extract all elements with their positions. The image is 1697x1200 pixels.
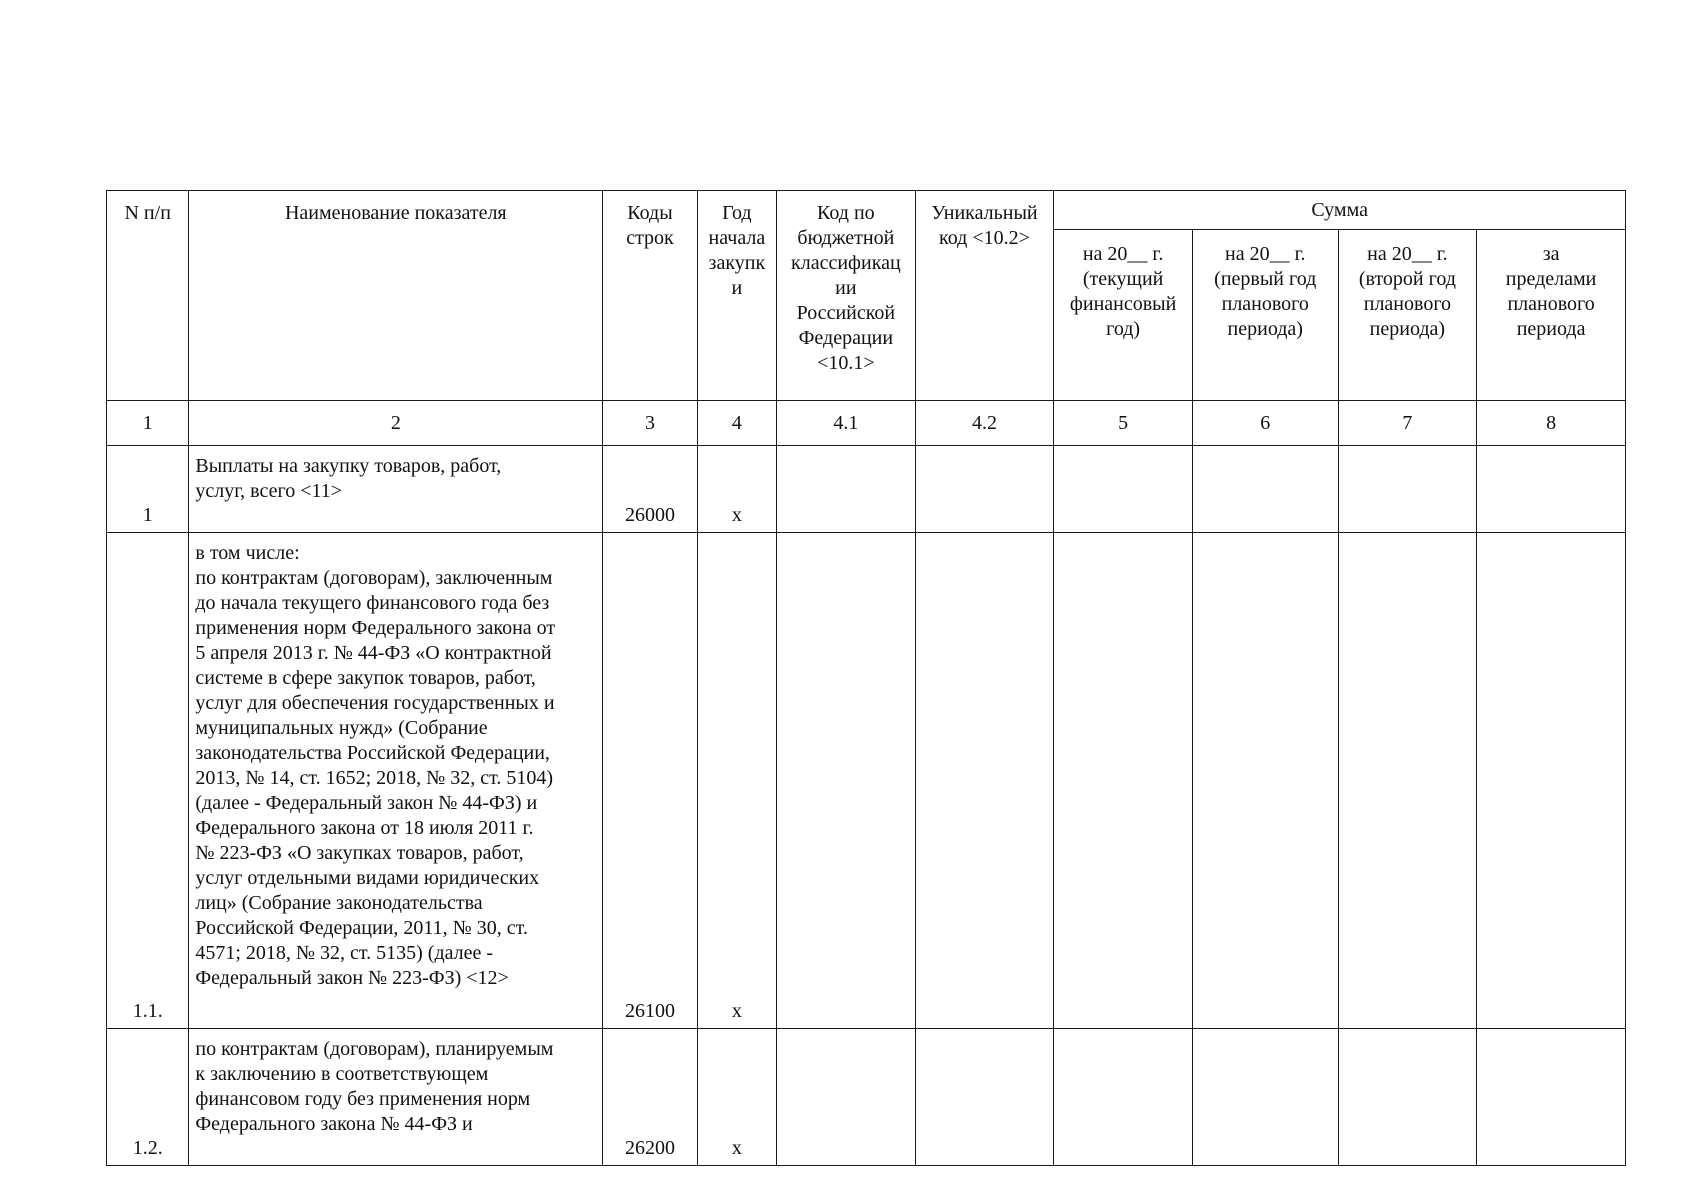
header-sum-second-plan-year: на 20__ г. (второй год планового периода)	[1338, 230, 1477, 401]
column-number: 1	[107, 401, 189, 446]
empty-cell	[1477, 533, 1626, 1029]
empty-cell	[1192, 533, 1338, 1029]
column-number: 2	[189, 401, 603, 446]
header-sum-first-plan-year: на 20__ г. (первый год планового периода)	[1192, 230, 1338, 401]
empty-cell	[1054, 446, 1193, 533]
empty-cell	[915, 1029, 1054, 1166]
header-codes: Коды строк	[603, 191, 697, 401]
header-budget-code: Код по бюджетной классификац ии Российской Федерации <10.1>	[777, 191, 916, 401]
header-sum: Сумма	[1054, 191, 1626, 230]
row-name: по контрактам (договорам), планируемым к заключению в соответствующем финансовом году без применения норм Федерального закона № 44-ФЗ и	[189, 1029, 603, 1166]
header-year: Год начала закупк и	[697, 191, 776, 401]
header-unique-code: Уникальный код <10.2>	[915, 191, 1054, 401]
row-year: x	[697, 1029, 776, 1166]
column-number: 5	[1054, 401, 1193, 446]
header-sum-beyond-plan: за пределами планового периода	[1477, 230, 1626, 401]
table-row	[107, 446, 1626, 533]
empty-cell	[1054, 1029, 1193, 1166]
budget-table	[106, 190, 1626, 1166]
table-row	[107, 533, 1626, 1029]
row-number: 1.2.	[107, 1029, 189, 1166]
empty-cell	[1338, 533, 1477, 1029]
header-name: Наименование показателя	[189, 191, 603, 401]
row-code: 26200	[603, 1029, 697, 1166]
empty-cell	[777, 1029, 916, 1166]
column-number: 4	[697, 401, 776, 446]
empty-cell	[915, 533, 1054, 1029]
empty-cell	[1338, 446, 1477, 533]
header-row-1	[107, 191, 1626, 230]
header-num: N п/п	[107, 191, 189, 401]
column-number: 4.1	[777, 401, 916, 446]
table-row	[107, 1029, 1626, 1166]
column-number: 3	[603, 401, 697, 446]
empty-cell	[1338, 1029, 1477, 1166]
column-numbering-row	[107, 401, 1626, 446]
row-name: в том числе: по контрактам (договорам), заключенным до начала текущего финансового года без применения норм Федерального закона от 5 апреля 2013 г. № 44-ФЗ «О контрактной системе в сфере закупок товаров, работ, услуг для обеспечения государственных и муниципальных нужд» (Собрание законодательства Российской Федерации, 2013, № 14, ст. 1652; 2018, № 32, ст. 5104) (далее - Федеральный закон № 44-ФЗ) и Федерального закона от 18 июля 2011 г. № 223-ФЗ «О закупках товаров, работ, услуг отдельными видами юридических лиц» (Собрание законодательства Российской Федерации, 2011, № 30, ст. 4571; 2018, № 32, ст. 5135) (далее - Федеральный закон № 223-ФЗ) <12>	[189, 533, 603, 1029]
column-number: 4.2	[915, 401, 1054, 446]
column-number: 7	[1338, 401, 1477, 446]
row-number: 1.1.	[107, 533, 189, 1029]
row-code: 26100	[603, 533, 697, 1029]
empty-cell	[1477, 1029, 1626, 1166]
row-year: x	[697, 533, 776, 1029]
column-number: 8	[1477, 401, 1626, 446]
empty-cell	[915, 446, 1054, 533]
column-number: 6	[1192, 401, 1338, 446]
row-name: Выплаты на закупку товаров, работ, услуг, всего <11>	[189, 446, 603, 533]
row-year: x	[697, 446, 776, 533]
empty-cell	[1477, 446, 1626, 533]
header-sum-current-year: на 20__ г. (текущий финансовый год)	[1054, 230, 1193, 401]
empty-cell	[1054, 533, 1193, 1029]
empty-cell	[777, 533, 916, 1029]
row-code: 26000	[603, 446, 697, 533]
empty-cell	[1192, 446, 1338, 533]
row-number: 1	[107, 446, 189, 533]
empty-cell	[1192, 1029, 1338, 1166]
empty-cell	[777, 446, 916, 533]
